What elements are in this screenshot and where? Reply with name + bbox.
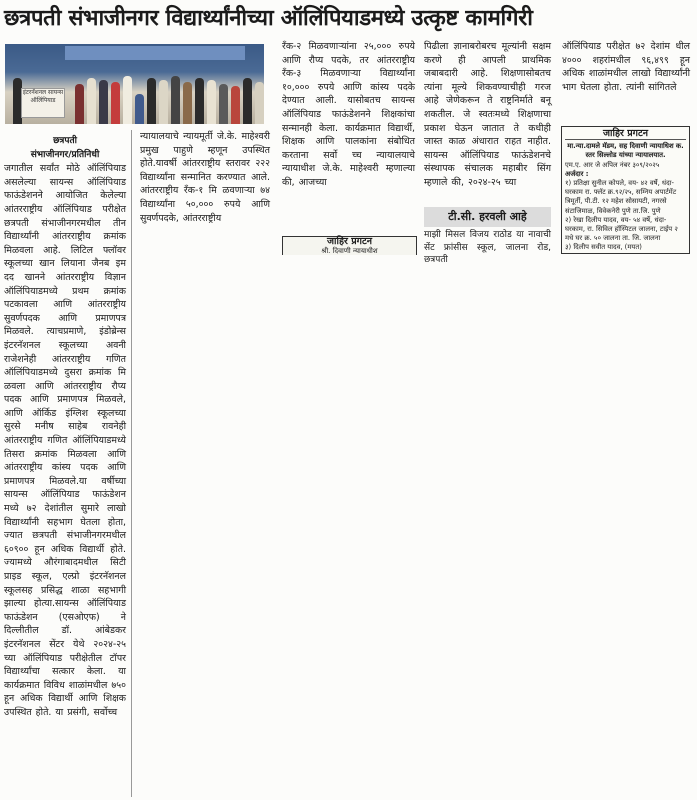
byline-city: छत्रपती <box>53 136 77 146</box>
legal-notice-party-1: १) प्रतिक्षा सुनील कोपले, वय- ४२ वर्षे, धंदा- घरकाम रा. फ्लॅट क्र.९२/२५, सम्निय अपार्टमेंट त्रिमूर्ती, पी.टी. १२ महेश सोसायटी, नगरसे संटाजिमाळ, विवेकनेरी पुणे ता.जि. पुणे <box>565 179 677 215</box>
column-1-text: जगातील सर्वांत मोठे ऑलिंपियाड असलेल्या सायन्स ऑलिंपियाड फाऊंडेशनने आयोजित केलेल्या आंतरराष्ट्रीय ऑलिंपियाड परीक्षेत छत्रपती संभाजीनगरमधील तीन विद्यार्थ्यांनी आंतरराष्ट्रीय क्रमांक मिळवला आहे. लिटिल फ्लॉवर स्कूलच्या खान लियाना जैनब इम दद खानने आंतरराष्ट्रीय विज्ञान ऑलिंपियाडमध्ये प्रथम क्रमांक पटकावला आणि आंतरराष्ट्रीय सुवर्णपदक आणि प्रमाणपत्र मिळवले. त्याचप्रमाणे, इंडोब्रेन्स इंटरनॅशनल स्कूलच्या अवनी राजेशनेही आंतरराष्ट्रीय गणित ऑलिंपियाडमध्ये दुसरा क्रमांक मि ळवला आणि आंतरराष्ट्रीय रौप्य पदक आणि प्रमाणपत्र मिळवले, आणि ऑर्किड इंग्लिश स्कूलच्या सुरसे मनीष साहेब रावनेही आंतरराष्ट्रीय गणित ऑलिंपियाडमध्ये तिसरा क्रमांक मिळवला आणि आंतरराष्ट्रीय कांस्य पदक आणि प्रमाणपत्र मिळवले.या वर्षीच्या सायन्स ऑलिंपियाड फाऊंडेशन मध्ये ७२ देशांतील सुमारे लाखो विद्यार्थ्यांनी सहभाग घेतला होता, ज्यात छत्रपती संभाजीनगरमधील ६०९०० हून अधिक विद्यार्थी होते. ज्यामध्ये औरंगाबादमधील सिटी प्राइड स्कूल, एल्प्रो इंटरनॅशनल स्कूलसह प्रसिद्ध शाळा सहभागी झाल्या होत्या.सायन्स ऑलिंपियाड फाऊंडेशन (एसओएफ) ने दिल्लीतील डॉ. आंबेडकर इंटरनॅशनल सेंटर येथे २०२४-२५ च्या ऑलिंपियाड परीक्षेतील टॉपर विद्यार्थ्यांचा सत्कार केला. या कार्यक्रमात विविध शाळांमधील ७५० हून अधिक विद्यार्थी आणि शिक्षक उपस्थित होते. या प्रसंगी, सर्वोच्च <box>4 163 126 718</box>
article-column-5 <box>562 40 690 116</box>
article-column-2 <box>140 130 270 240</box>
legal-notice-court: मा.न्या.दामले मॅडम, सह दिवाणी न्यायाधिश क. स्तर सिल्लोड यांच्या न्यायालयात. <box>567 142 684 160</box>
tc-lost-notice-body: माझी मिसल विजय राठोड या नावाची सेंट फ्रांसीस स्कूल, जालना रोड, छत्रपती <box>424 230 551 266</box>
legal-notice <box>561 126 690 254</box>
small-notice-title: जाहिर प्रगटन <box>326 236 373 247</box>
column-3-text: रँक-२ मिळवणाऱ्यांना २५,००० रुपये आणि रौप्य पदके, तर आंतरराष्ट्रीय रँक-३ मिळवणाऱ्या विद्यार्थ्यांना १०,००० रुपये आणि कांस्य पदके देण्यात आली. यासोबतच सायन्स ऑलिंपियाड फाऊंडेशनने शिक्षकांचा सन्मानही केला. कार्यक्रमात विद्यार्थी, शिक्षक आणि पालकांना संबोधित करताना सर्वो च्च न्यायालयाचे न्यायाधीश जे.के. माहेश्वरी म्हणाल्या की, आजच्या <box>282 41 415 188</box>
headline: छत्रपती संभाजीनगर विद्यार्थ्यांनीच्या ऑलिंपियाडमध्ये उत्कृष्ट कामगिरी <box>4 6 533 31</box>
legal-notice-case: एम.ए. आर जे अपिल नंबर ३०९/२०२५ <box>565 160 660 169</box>
column-5-text: ऑलिंपियाड परीक्षेत ७२ देशांम धील ४००० शहरांमधील ९६,४९९ हून अधिक शाळांमधील लाखो विद्यार्थ्यांनी भाग घेतला होता. त्यांनी सांगितले <box>562 41 690 93</box>
legal-notice-applicant-label: अर्जदार : <box>565 169 589 178</box>
legal-notice-title: जाहिर प्रगटन <box>565 129 686 140</box>
tc-lost-notice-title: टी.सी. हरवली आहे <box>424 207 551 227</box>
article-column-4 <box>424 40 551 206</box>
small-notice-subtitle: श्री. दिवाणी न्यायाधीश <box>321 247 378 255</box>
legal-notice-party-3: ३) दिलीप सवीत यादव, (मयत) <box>565 243 642 252</box>
column-4-text: पिढीला ज्ञानाबरोबरच मूल्यांनी सक्षम करणे ही आपली प्राथमिक जबाबदारी आहे. शिक्षणासोबतच त्यांना मूल्ये शिकवण्याचीही गरज आहे जेणेकरून ते राष्ट्रनिर्माते बनू शकतील. जे स्वतःमध्ये शिक्षणाचा प्रकाश घेऊन जातात ते कधीही जास्त काळ अंधारात राहत नाहीत. सायन्स ऑलिंपियाड फाऊंडेशनचे संस्थापक संचालक महाबीर सिंग म्हणाले की, २०२४-२५ च्या <box>424 41 551 188</box>
byline-reporter: संभाजीनगर/प्रतिनिधी <box>30 149 100 160</box>
certificate: इंटरनॅशनल सायन्स ऑलिंपियाड <box>21 88 65 118</box>
article-column-3 <box>282 40 415 218</box>
award-ceremony-photo <box>5 44 264 124</box>
legal-notice-party-2: २) रेखा दिलीप यादव, वय- ५४ वर्षे, धंदा- घरकाम, रा. सिविल हॉस्पिटल जालना, टाईप २ मधे घर क्र. ५० जालना ता. जि. जालना <box>565 215 678 243</box>
stage-banner <box>65 46 245 60</box>
small-notice <box>282 236 417 255</box>
column-2-text: न्यायालयाचे न्यायमूर्ती जे.के. माहेश्वरी प्रमुख पाहुणे म्हणून उपस्थित होते.यावर्षी आंतरराष्ट्रीय स्तरावर २२२ विद्यार्थ्यांना सन्मानित करण्यात आले. आंतरराष्ट्रीय रँक-१ मि ळवणाऱ्या ७४ विद्यार्थ्यांना ५०,००० रुपये आणि सुवर्णपदके, आंतरराष्ट्रीय <box>140 131 270 224</box>
article-column-1 <box>4 135 126 797</box>
